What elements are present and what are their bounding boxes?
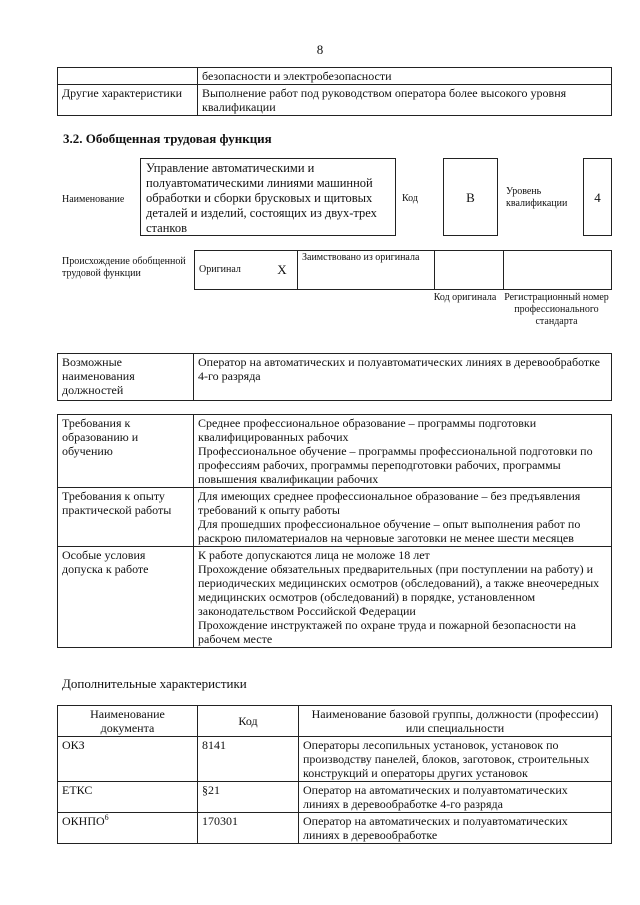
req-line: Прохождение инструктажей по охране труда и пожарной безопасности на рабочем месте xyxy=(198,618,576,646)
reg-number-cell xyxy=(504,251,612,290)
footnote-mark: 6 xyxy=(104,813,109,822)
level-label: Уровень квалификации xyxy=(506,186,568,209)
table-cell: безопасности и электробезопасности xyxy=(198,68,612,85)
table-row xyxy=(58,737,612,782)
origin-table xyxy=(194,250,612,290)
req-value xyxy=(194,415,612,488)
page-number: 8 xyxy=(316,42,324,57)
requirements-table xyxy=(57,414,612,648)
doc-cell: ЕТКС xyxy=(58,782,198,813)
positions-value: Оператор на автоматических и полуавтоматических линиях в деревообработке 4-го разряда xyxy=(194,354,612,401)
header-cell: Наименование базовой группы, должности (профессии) или специальности xyxy=(299,706,612,737)
table-row xyxy=(58,354,612,401)
req-label: Требования к опыту практической работы xyxy=(58,488,194,547)
req-label: Особые условия допуска к работе xyxy=(58,547,194,648)
req-line: Для прошедших профессиональное обучение – опыт выполнения работ по раскрою пиломатериалов на черновые заготовки не менее шести месяцев xyxy=(198,517,581,545)
table-row xyxy=(58,782,612,813)
table-row xyxy=(58,488,612,547)
req-line: Среднее профессиональное образование – программы подготовки квалифицированных рабочих xyxy=(198,416,537,444)
table-row xyxy=(58,68,612,85)
table-row xyxy=(58,415,612,488)
original-label: Оригинал xyxy=(195,251,268,290)
code-original-cell xyxy=(435,251,504,290)
table-cell: Выполнение работ под руководством оператора более высокого уровня квалификации xyxy=(198,85,612,116)
req-label: Требования к образованию и обучению xyxy=(58,415,194,488)
table-cell: Другие характеристики xyxy=(58,85,198,116)
code-cell: §21 xyxy=(198,782,299,813)
reg-number-caption: Регистрационный номер профессионального стандарта xyxy=(504,292,609,327)
name-cell: Оператор на автоматических и полуавтоматических линиях в деревообработке 4-го разряда xyxy=(299,782,612,813)
name-cell: Операторы лесопильных установок, установок по производству панелей, блоков, заготовок, строительных конструкций и операторы других установок xyxy=(299,737,612,782)
original-mark: X xyxy=(267,251,298,290)
req-value xyxy=(194,547,612,648)
additional-table xyxy=(57,705,612,844)
header-cell: Код xyxy=(198,706,299,737)
table-row xyxy=(58,85,612,116)
additional-title: Дополнительные характеристики xyxy=(62,676,247,691)
table-row xyxy=(195,251,612,290)
header-cell: Наименование документа xyxy=(58,706,198,737)
req-line: Для имеющих среднее профессиональное образование – без предъявления требований к опыту работы xyxy=(198,489,581,517)
positions-label: Возможные наименования должностей xyxy=(58,354,194,401)
req-line: Профессиональное обучение – программы профессиональной подготовки по профессиям рабочих, программы переподготовки рабочих, программы повышения квалификации рабочих xyxy=(198,444,593,486)
doc-cell: ОКЗ xyxy=(58,737,198,782)
top-table xyxy=(57,67,612,116)
doc-cell xyxy=(58,813,198,844)
doc-name: ОКНПО xyxy=(62,814,105,828)
req-value xyxy=(194,488,612,547)
function-code-box: B xyxy=(443,158,498,236)
positions-table xyxy=(57,353,612,401)
borrowed-label: Заимствовано из оригинала xyxy=(298,251,435,290)
name-label: Наименование xyxy=(62,194,125,205)
origin-label: Происхождение обобщенной трудовой функции xyxy=(62,256,186,279)
req-line: Прохождение обязательных предварительных (при поступлении на работу) и периодических медицинских осмотров (обследований), а также внеочередных медицинских осмотров (обследований) в порядке, установленном законодательством Российской Федерации xyxy=(198,562,600,618)
code-label: Код xyxy=(402,193,418,204)
req-line: К работе допускаются лица не моложе 18 лет xyxy=(198,548,430,562)
table-header-row xyxy=(58,706,612,737)
level-box: 4 xyxy=(583,158,612,236)
table-row xyxy=(58,547,612,648)
code-cell: 8141 xyxy=(198,737,299,782)
section-title: 3.2. Обобщенная трудовая функция xyxy=(63,131,272,146)
table-row xyxy=(58,813,612,844)
function-name-box: Управление автоматическими и полуавтоматическими линиями машинной обработки и сборки брусковых и щитовых деталей и изделий, состоящих из двух-трех станков xyxy=(140,158,396,236)
code-original-caption: Код оригинала xyxy=(433,292,497,303)
code-cell: 170301 xyxy=(198,813,299,844)
name-cell: Оператор на автоматических и полуавтоматических линиях в деревообработке xyxy=(299,813,612,844)
table-cell xyxy=(58,68,198,85)
